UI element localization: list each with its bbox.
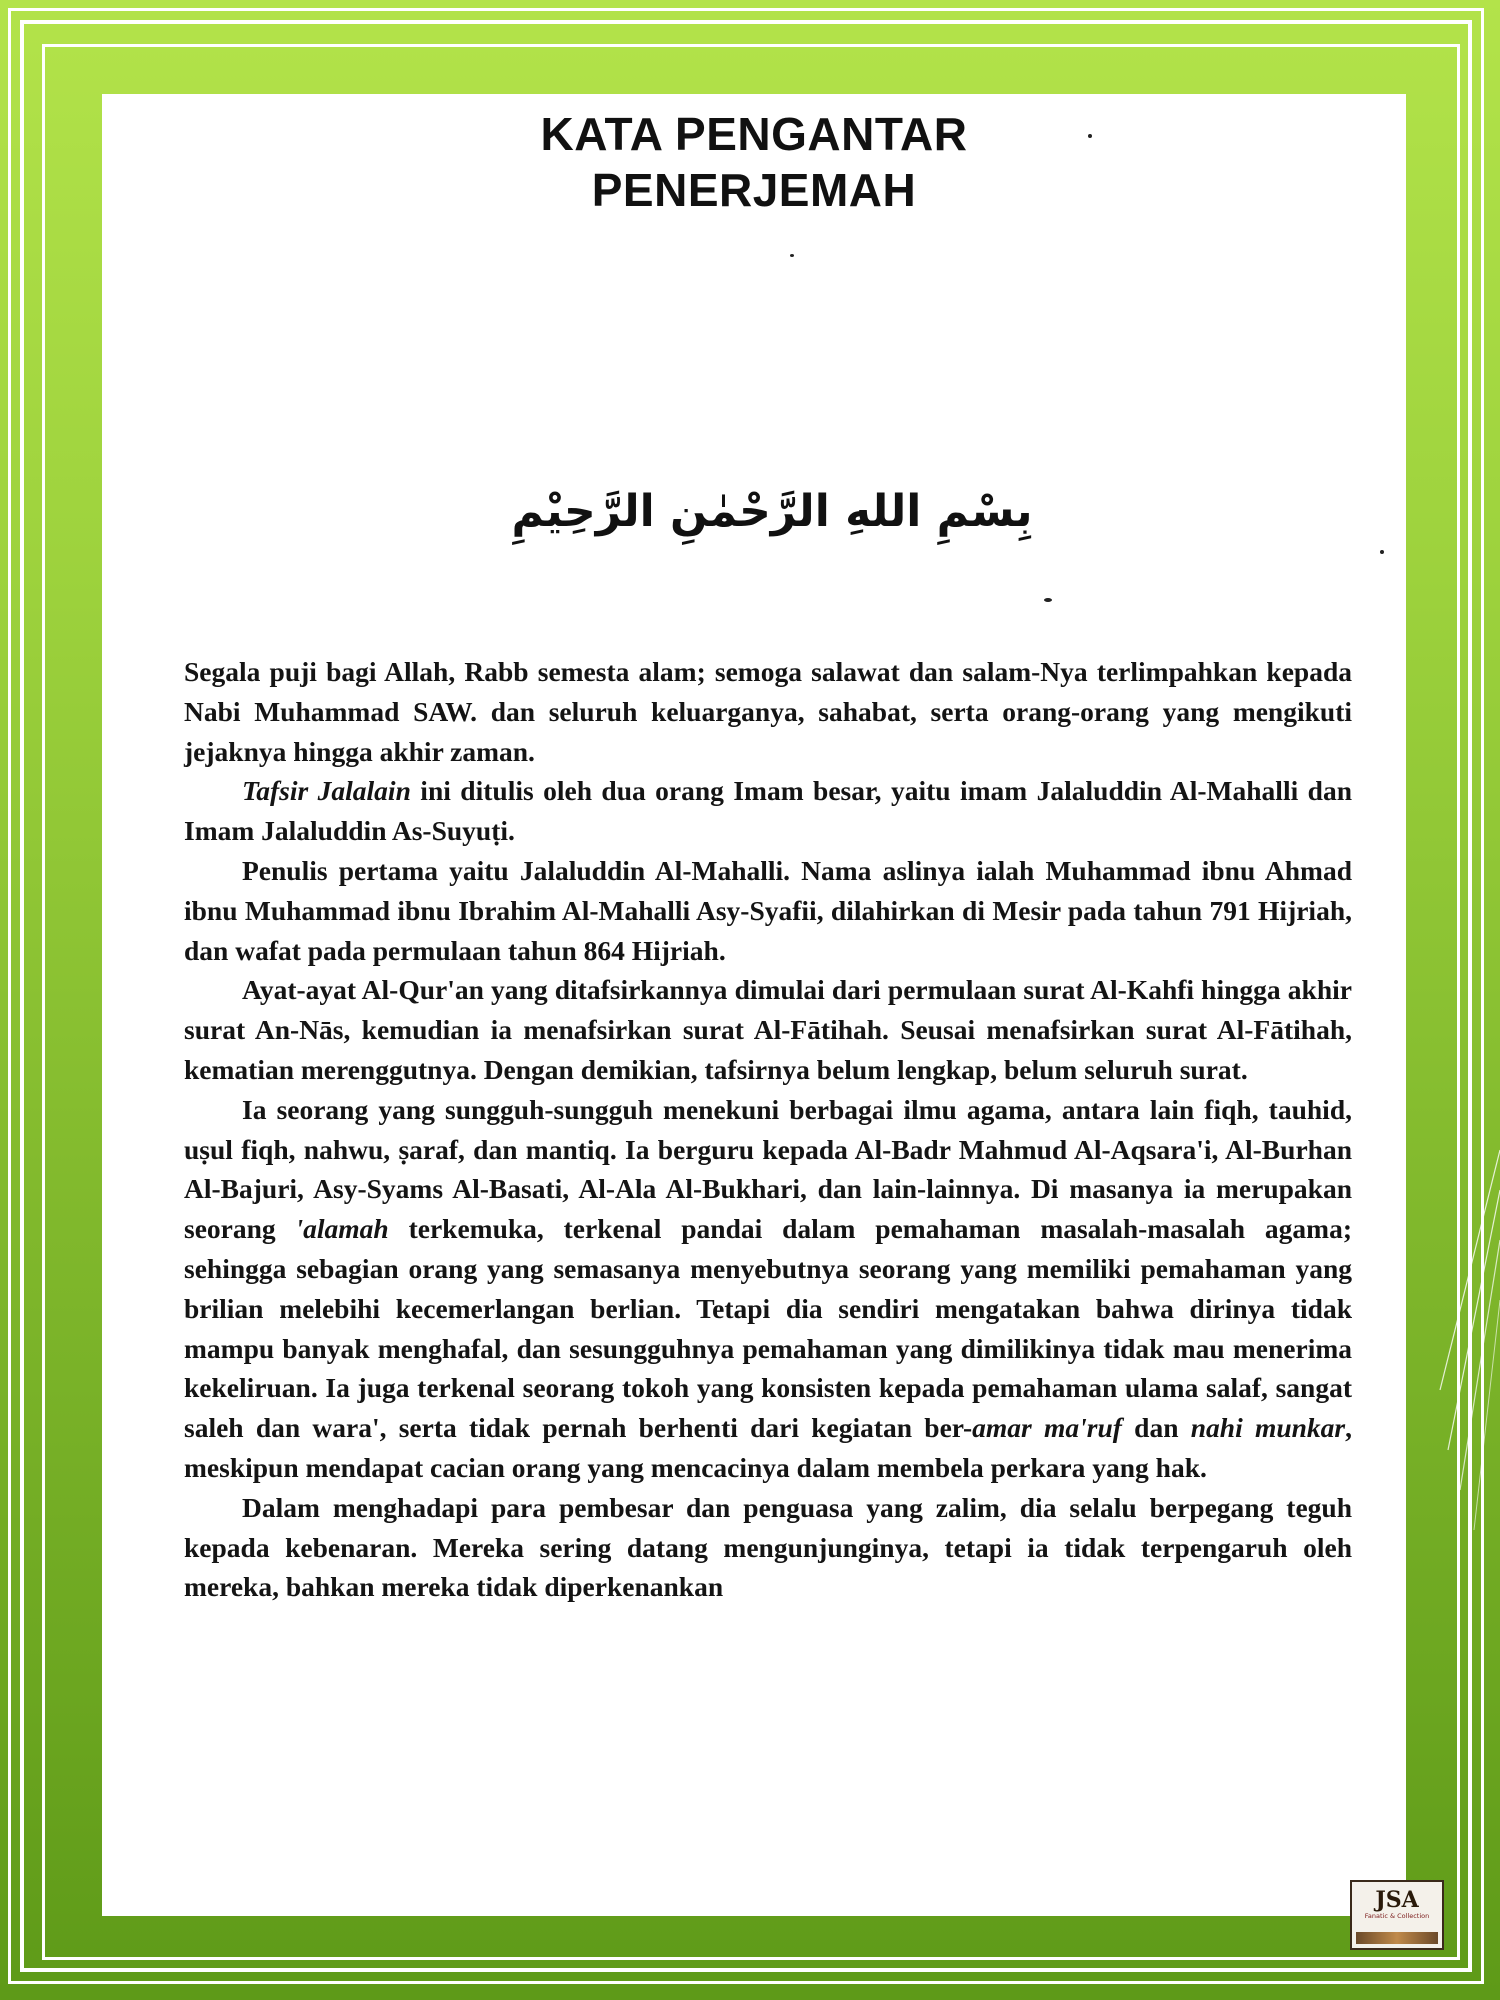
paragraph [184,771,1352,851]
decorative-lines [1440,1150,1500,1530]
text-segment: Ayat-ayat Al-Qur'an yang ditafsirkannya dimulai dari permulaan surat Al-Kahfi hingga akhir surat An-Nās, kemudian ia menafsirkan surat Al-Fātihah. Seusai menafsirkan surat Al-Fātihah, kematian merenggutnya. Dengan demikian, tafsirnya belum lengkap, belum seluruh surat. [184,974,1352,1085]
jsa-logo [1350,1880,1444,1950]
scan-speck [1380,550,1384,554]
document-page [102,94,1406,1916]
text-segment: terkemuka, terkenal pandai dalam pemahaman masalah-masalah agama; sehingga sebagian orang yang semasanya menyebutnya seorang yang memiliki pemahaman yang brilian melebihi kecemerlangan berlian. Tetapi dia sendiri mengatakan bahwa dirinya tidak mampu banyak menghafal, dan sesungguhnya pemahaman yang dimilikinya tidak mau menerima kekeliruan. Ia juga terkenal seorang tokoh yang konsisten kepada pemahaman ulama salaf, sangat saleh dan wara', serta tidak pernah berhenti dari kegiatan ber- [184,1213,1352,1444]
logo-sub-text: Fanatic & Collection [1364,1912,1430,1920]
paragraph [184,652,1352,771]
text-segment: Segala puji bagi Allah, Rabb semesta alam; semoga salawat dan salam-Nya terlimpahkan kepada Nabi Muhammad SAW. dan seluruh keluarganya, sahabat, serta orang-orang yang mengikuti jejaknya hingga akhir zaman. [184,656,1352,767]
page-title [102,106,1406,218]
italic-term: nahi munkar [1190,1412,1346,1444]
text-segment: Dalam menghadapi para pembesar dan penguasa yang zalim, dia selalu berpegang teguh kepada kebenaran. Mereka sering datang mengunjunginya, tetapi ia tidak terpengaruh oleh mereka, bahkan mereka tidak diperkenankan [184,1491,1352,1603]
italic-term: Tafsir Jalalain [242,775,411,807]
italic-term: 'alamah [295,1213,389,1245]
text-segment: , meskipun mendapat cacian orang yang mencacinya dalam membela perkara yang hak. [184,1412,1352,1483]
italic-term: amar ma'ruf [972,1412,1122,1444]
bismillah-text: بِسْمِ اللهِ الرَّحْمٰنِ الرَّحِيْمِ [511,486,1033,537]
logo-bar [1356,1932,1438,1944]
text-segment: dan [1121,1412,1191,1444]
text-segment: ini ditulis oleh dua orang Imam besar, yaitu imam Jalaluddin Al-Mahalli dan Imam Jalaluddin As-Suyuṭi. [184,775,1352,847]
text-segment: Penulis pertama yaitu Jalaluddin Al-Mahalli. Nama aslinya ialah Muhammad ibnu Ahmad ibnu Muhammad ibnu Ibrahim Al-Mahalli Asy-Syafii, dilahirkan di Mesir pada tahun 791 Hijriah, dan wafat pada permulaan tahun 864 Hijriah. [184,854,1352,966]
scan-speck [1088,134,1092,138]
title-line-1: KATA PENGANTAR [540,108,968,160]
paragraph [184,851,1352,970]
paragraph [184,970,1352,1089]
paragraph [184,1488,1352,1607]
scan-speck [1044,598,1052,602]
text-segment: Ia seorang yang sungguh-sungguh menekuni berbagai ilmu agama, antara lain fiqh, tauhid, uṣul fiqh, nahwu, ṣaraf, dan mantiq. Ia berguru kepada Al-Badr Mahmud Al-Aqsara'i, Al-Burhan Al-Bajuri, Asy-Syams Al-Basati, Al-Ala Al-Bukhari, dan lain-lainnya. Di masanya ia merupakan seorang [184,1093,1352,1245]
bismillah-calligraphy [511,456,1033,566]
paragraph [184,1090,1352,1488]
title-line-2: PENERJEMAH [591,164,917,216]
logo-main-text: JSA [1375,1887,1419,1913]
body-text [184,652,1352,1607]
scan-speck [790,254,794,257]
